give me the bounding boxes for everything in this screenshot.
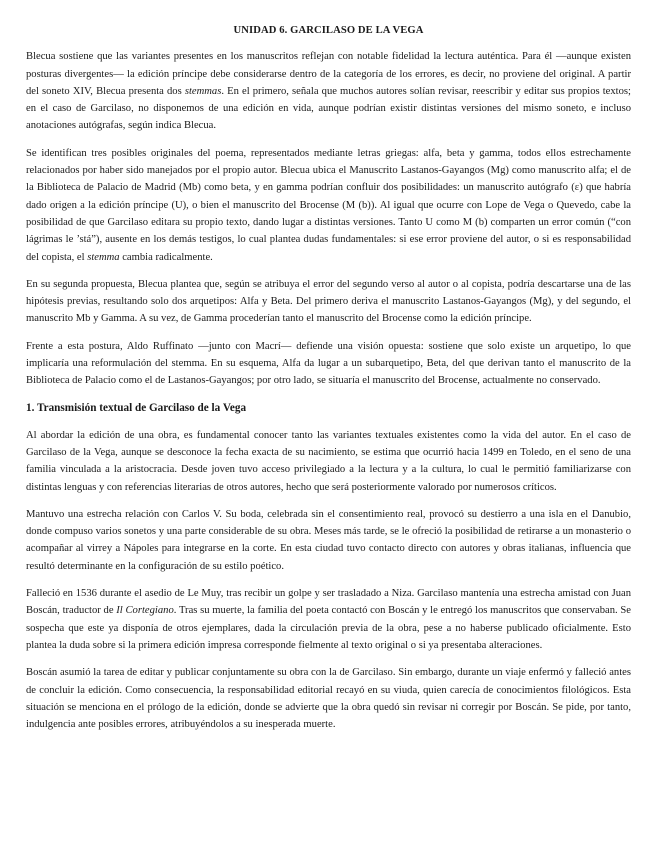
emphasis-stemma: stemma xyxy=(87,251,120,263)
paragraph-6: Mantuvo una estrecha relación con Carlos V. Su boda, celebrada sin el consentimiento real, provocó su destierro a una isla en el Danubio, donde compuso varios sonetos y una parte considerable de su obra. Meses más tarde, se le ofreció la posibilidad de retirarse a un monasterio o acompañar al virrey a Nápoles para integrarse en la corte. En esta ciudad tuvo contacto directo con autores y obras italianas, influencia que resultó determinante en la configuración de su estilo poético. xyxy=(26,508,631,572)
paragraph-1: Blecua sostiene que las variantes presentes en los manuscritos reflejan con notable fidelidad la lectura auténtica. Para él —aunque existen posturas divergentes— la edición príncipe debe considerarse dentro de la categoría de los errores, es decir, no proviene del original. A partir del soneto XIV, Blecua presenta dos stemmas. En el primero, señala que muchos autores solían revisar, reescribir y editar sus propios textos; en el caso de Garcilaso, no disponemos de una edición en vida, aunque podrían existir distintas versiones del mismo soneto, e incluso anotaciones autógrafas, según indica Blecua. xyxy=(26,51,631,132)
paragraph-8: Boscán asumió la tarea de editar y publicar conjuntamente su obra con la de Garcilaso. Sin embargo, durante un viaje enfermó y falleció antes de concluir la edición. Como consecuencia, la responsabilidad editorial recayó en su viuda, quien carecía de conocimientos filológicos. Esta situación se menciona en el prólogo de la edición, donde se advierte que la obra quedó sin revisar ni corregir por Boscán. Se pide, por tanto, indulgencia ante posibles errores, atribuyéndolos a su inesperada muerte. xyxy=(26,667,631,731)
emphasis-stemmas: stemmas xyxy=(184,85,222,97)
paragraph-4: Frente a esta postura, Aldo Ruffinato —junto con Macrí— defiende una visión opuesta: sostiene que solo existe un arquetipo, lo que implicaría una reformulación del stemma. En su esquema, Alfa da lugar a un subarquetipo, Beta, del que derivan tanto el manuscrito de la Biblioteca de Palacio como el de Lastanos-Gayangos; por otro lado, se situaría el manuscrito del Brocense, actualmente no conservado. xyxy=(26,340,631,387)
emphasis-il-cortegiano: Il Cortegiano xyxy=(116,605,174,617)
paragraph-3: En su segunda propuesta, Blecua plantea que, según se atribuya el error del segundo verso al autor o al copista, podría descartarse una de las hipótesis previas, resultando solo dos arquetipos: Alfa y Beta. Del primero deriva el manuscrito Lastanos-Gayangos (Mg), y del segundo, el manuscrito Mb y Gamma. A su vez, de Gamma procederían tanto el manuscrito del Brocense como la edición príncipe. xyxy=(26,278,631,325)
document-page xyxy=(26,22,631,743)
document-title: UNIDAD 6. GARCILASO DE LA VEGA xyxy=(233,25,424,36)
paragraph-7: Falleció en 1536 durante el asedio de Le Muy, tras recibir un golpe y ser trasladado a Niza. Garcilaso mantenía una estrecha amistad con Juan Boscán, traductor de Il Cortegiano. Tras su muerte, la familia del poeta contactó con Boscán y le entregó los manuscritos que conservaban. Se sospecha que este ya disponía de otros ejemplares, dada la circulación previa de la obra, pese a no haberse publicado oficialmente. Esto plantea la duda sobre si la primera edición impresa corresponde fielmente al texto original o si ya presentaba alteraciones. xyxy=(26,588,631,651)
paragraph-5: Al abordar la edición de una obra, es fundamental conocer tanto las variantes textuales existentes como la vida del autor. En el caso de Garcilaso de la Vega, aunque se desconoce la fecha exacta de su nacimiento, se estima que ocurrió hacia 1499 en Toledo, en el seno de una familia vinculada a la aristocracia. Desde joven tuvo acceso privilegiado a la lectura y a la cultura, lo cual le permitió familiarizarse con distintas lenguas y con referencias literarias de otros autores, hecho que será posteriormente valorado por numerosos críticos. xyxy=(26,429,631,493)
section-heading: 1. Transmisión textual de Garcilaso de la Vega xyxy=(26,401,247,414)
paragraph-2: Se identifican tres posibles originales del poema, representados mediante letras griegas: alfa, beta y gamma, todos ellos estrechamente relacionados por haber sido manejados por el propio autor. Blecua ubica el Manuscrito Lastanos-Gayangos (Mg) como manuscrito alfa; el de la Biblioteca de Palacio de Madrid (Mb) como beta, y en gamma podrían confluir dos posibilidades: un manuscrito autógrafo (ε) que habría dado origen a la edición príncipe (U), o bien el manuscrito del Brocense (M (b)). Al igual que ocurre con Lope de Vega o Quevedo, cabe la posibilidad de que Garcilaso editara su propio texto, dando lugar a distintas versiones. Tanto U como M (b) comparten un error común (“con lágrimas le ’stá”), ausente en los demás testigos, lo cual plantea dudas fundamentales: si ese error proviene del autor, o si es responsabilidad del copista, el stemma cambia radicalmente. xyxy=(26,147,631,263)
